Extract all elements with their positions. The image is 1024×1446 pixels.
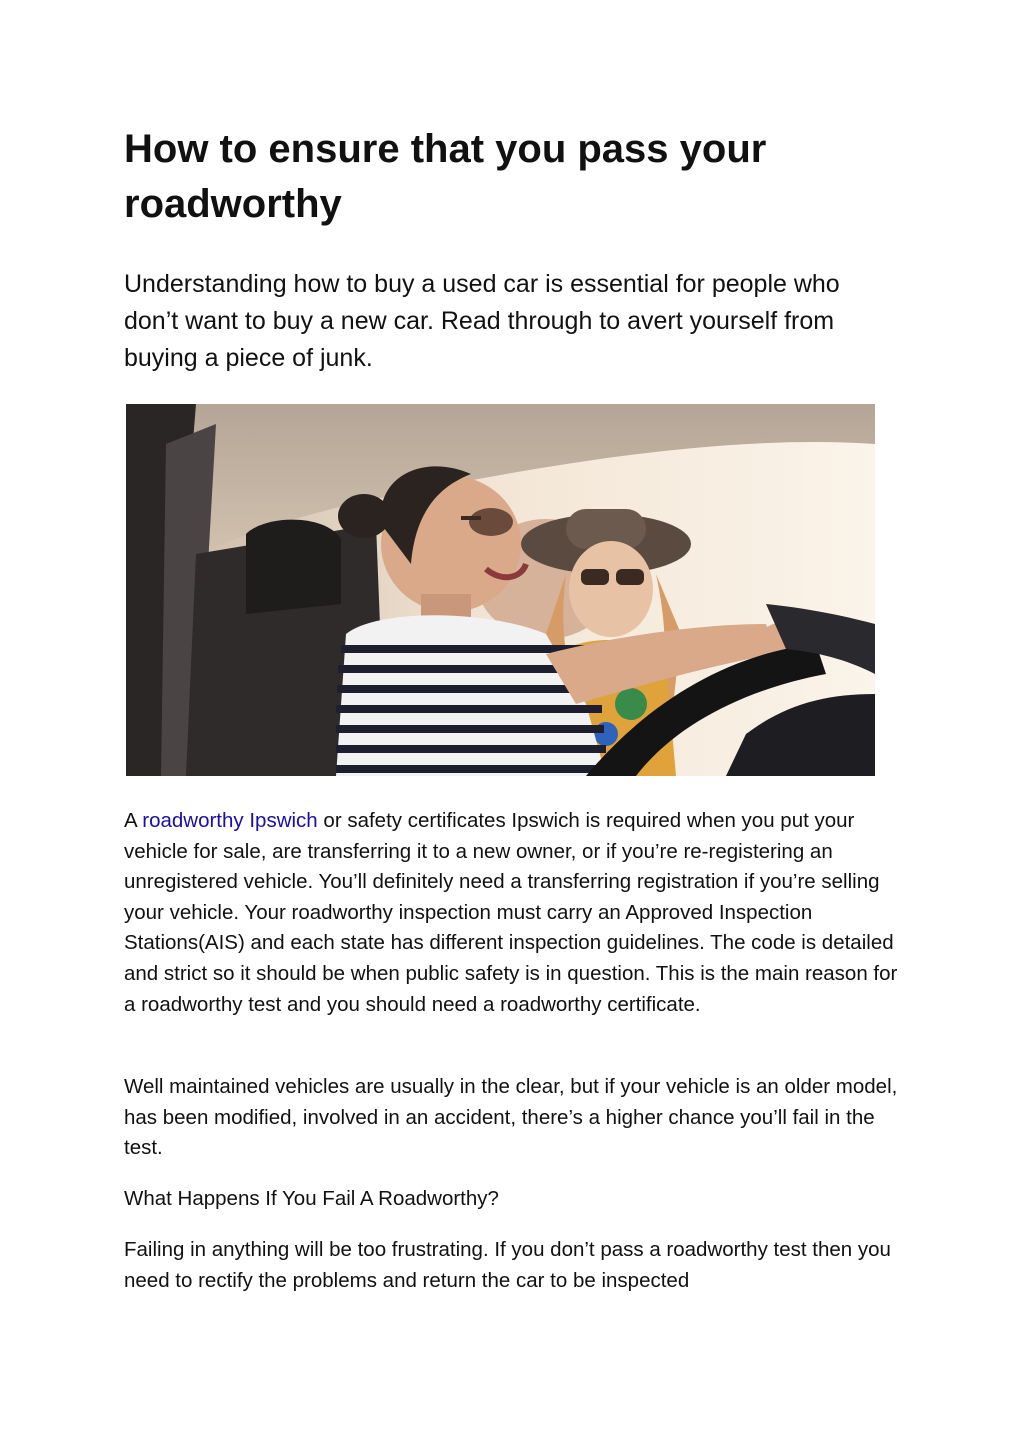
paragraph-vehicle-condition: Well maintained vehicles are usually in the clear, but if your vehicle is an older model, has been modified, involved in an accident, there’s a higher chance you’ll fail in the test.: [124, 1075, 898, 1160]
car-photo: [126, 404, 875, 776]
article-intro: Understanding how to buy a used car is essential for people who don’t want to buy a new car. Read through to avert yourself from buying a piece of junk.: [124, 270, 840, 372]
car-photo-illustration: [126, 404, 875, 776]
paragraph-failing-test: Failing in anything will be too frustrating. If you don’t pass a roadworthy test then you need to rectify the problems and return the car to be inspected: [124, 1238, 891, 1292]
paragraph-roadworthy-requirements: [124, 806, 904, 1020]
article-title: How to ensure that you pass your roadworthy: [124, 127, 767, 226]
paragraph1-lead: A: [124, 809, 143, 832]
roadworthy-ipswich-link[interactable]: roadworthy Ipswich: [142, 809, 318, 832]
paragraph1-rest: or safety certificates Ipswich is required when you put your vehicle for sale, are transferring it to a new owner, or if you’re re-registering an unregistered vehicle. You’ll definitely need a transferring registration if you’re selling your vehicle. Your roadworthy inspection must carry an Approved Inspection Stations(AIS) and each state has different inspection guidelines. The code is detailed and strict so it should be when public safety is in question. This is the main reason for a roadworthy test and you should need a roadworthy certificate.: [124, 809, 898, 1016]
section-heading-fail-roadworthy: What Happens If You Fail A Roadworthy?: [124, 1187, 499, 1210]
